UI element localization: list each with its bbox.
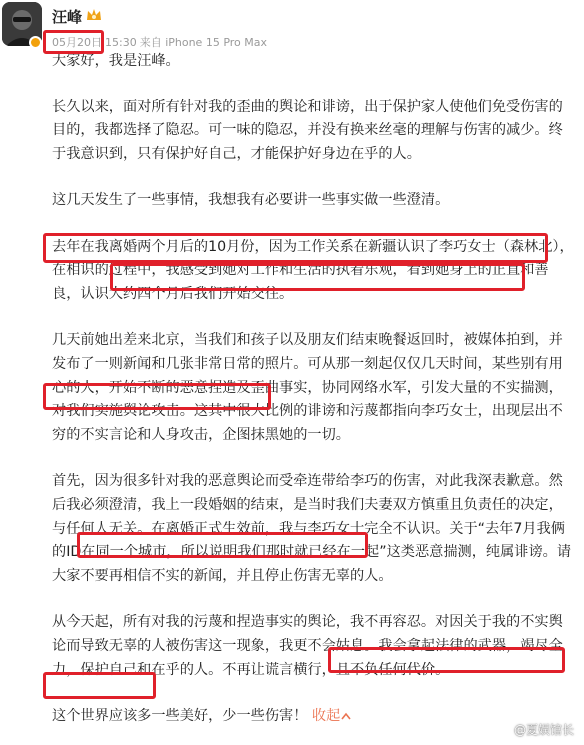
closing-text: 这个世界应该多一些美好，少一些伤害！ [52, 707, 308, 724]
paragraph-background: 长久以来，面对所有针对我的歪曲的舆论和诽谤，出于保护家人使他们免受伤害的目的，我都选择了隐忍。可一味的隐忍，并没有换来丝毫的理解与伤害的减少。终于我意识到，只有保护好自己，才能保护好身边在乎的人。 [52, 98, 563, 163]
chevron-up-icon [340, 711, 352, 721]
paragraph-relationship: 去年在我离婚两个月后的10月份，因为工作关系在新疆认识了李巧女士（森林北），在相识的过程中，我感受到她对工作和生活的执着乐观，看到她身上的正直和善良，认识大约四个月后我们开始交往。 [52, 238, 574, 302]
username[interactable]: 汪峰 [52, 8, 83, 26]
paragraph-clarification: 首先，因为很多针对我的恶意舆论而受牵连带给李巧的伤害，对此我深表歉意。然后我必须澄清，我上一段婚姻的结束，是当时我们夫妻双方慎重且负责任的决定，与任何人无关。在离婚正式生效前，我与李巧女士完全不认识。关于“去年7月我俩的ID在同一个城市，所以说明我们那时就已经在一起”这类恶意揣测，纯属诽谤。请大家不要再相信不实的新闻，并且停止伤害无辜的人。 [52, 473, 572, 584]
paragraph-closing [52, 705, 574, 729]
post-date: 05月20日 [52, 36, 102, 49]
post-header [0, 0, 584, 56]
post-source: 来自 iPhone 15 Pro Max [139, 36, 268, 49]
watermark [497, 721, 574, 738]
watermark-text: @夏娱馆长 [513, 723, 574, 737]
paragraph-statement: 从今天起，所有对我的污蔑和捏造事实的舆论，我不再容忍。对因关于我的不实舆论而导致无辜的人被伤害这一现象，我更不会姑息。我会拿起法律的武器，竭尽全力，保护自己和在乎的人。不再让谎言横行，且不负任何代价。 [52, 614, 563, 678]
post-time: 15:30 [105, 36, 137, 49]
post-content [52, 50, 574, 745]
paragraph-greeting: 大家好，我是汪峰。 [52, 53, 180, 69]
collapse-link[interactable] [312, 708, 352, 724]
paragraph-incident: 几天前她出差来北京，当我们和孩子以及朋友们结束晚餐返回时，被媒体拍到，并发布了一则新闻和几张非常日常的照片。可从那一刻起仅仅几天时间，某些别有用心的人，开始不断的恶意捏造及歪曲事实，协同网络水军，引发大量的不实揣测，对我们实施舆论攻击。这其中很大比例的诽谤和污蔑都指向李巧女士，出现层出不穷的不实言论和人身攻击，企图抹黑她的一切。 [52, 332, 563, 443]
verified-badge-icon [29, 36, 42, 49]
watermark-logo-icon [497, 722, 511, 736]
vip-crown-icon [86, 8, 102, 22]
paragraph-intro: 这几天发生了一些事情，我想我有必要讲一些事实做一些澄清。 [52, 192, 450, 209]
collapse-label: 收起 [311, 707, 341, 724]
post-meta [52, 34, 270, 50]
